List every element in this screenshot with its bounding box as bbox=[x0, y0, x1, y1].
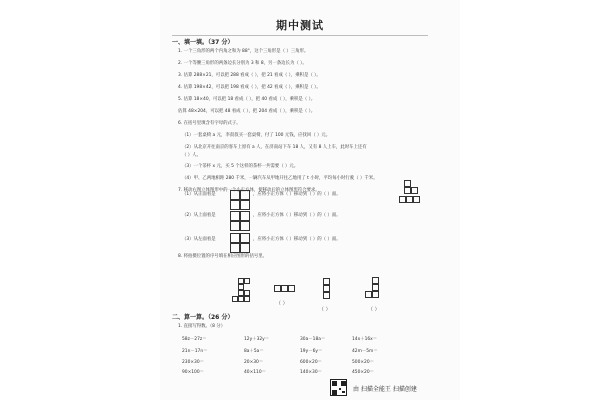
answer-paren: （ ） bbox=[368, 307, 380, 313]
move-row-label: （3）从左面看是 bbox=[182, 237, 216, 242]
calc-item: 230×30＝ bbox=[182, 360, 205, 365]
question-line: 5. 估算 18×40，可以把 18 看成（ ），把 40 看成（ ），乘积是（ ）。 bbox=[178, 97, 316, 102]
move-row-label: （1）从正面看是 bbox=[182, 192, 216, 197]
question-line: （2）从北京开往南京的客车上原有 a 人，在济南站下车 18 人，又有 8 人上车，此时车上还有 bbox=[182, 145, 367, 150]
question-line: 6. 在括号里填含有字母的式子。 bbox=[178, 121, 241, 126]
question-line: （3）一个茶杯 x 元，买 5 个这样的茶杯一共需要（ ）元。 bbox=[182, 164, 299, 169]
answer-paren: （ ） bbox=[276, 301, 288, 307]
calc-item: 19y－6y＝ bbox=[300, 349, 323, 354]
question-line: （ ）人。 bbox=[182, 153, 201, 158]
move-row-text: ，应将小正方体（ ）移动到（ ）的（ ）面。 bbox=[253, 237, 341, 242]
calc-item: 8a＋5a＝ bbox=[244, 349, 264, 354]
section-heading-1: 一、填一填。（37 分） bbox=[172, 39, 234, 46]
answer-paren: （ ） bbox=[319, 307, 331, 313]
calc-item: 450×20＝ bbox=[352, 370, 375, 375]
question-line: 1. 一个三角形的两个内角之和为 88°，这个三角形是（ ）三角形。 bbox=[178, 49, 309, 54]
question-line: 7. 移动右图立体图形中的一个小正方体，使移动后的立体图形符合要求。 bbox=[178, 188, 320, 193]
calc-item: 14x＋16x＝ bbox=[352, 337, 378, 342]
page-title: 期中测试 bbox=[276, 19, 324, 32]
calc-item: 21n－17n＝ bbox=[182, 349, 208, 354]
move-row-label: （2）从上面看是 bbox=[182, 213, 216, 218]
calc-item: 30a－18a＝ bbox=[300, 337, 326, 342]
question-line: （4）甲、乙两地相距 280 千米，一辆汽车从甲地开往乙地用了 t 小时，平均每小时行驶（ ）千米。 bbox=[182, 176, 378, 181]
calc-item: 600×20＝ bbox=[300, 360, 323, 365]
move-row-text: ，应将小正方体（ ）移动到（ ）的（ ）面。 bbox=[253, 192, 341, 197]
question-line: 1. 直接写得数。（8 分） bbox=[178, 324, 226, 329]
question-line: 2. 一个等腰三角形的两条边长分别为 3 和 8，另一条边长为（ ）。 bbox=[178, 61, 307, 66]
calc-item: 42m－5m＝ bbox=[352, 349, 378, 354]
qr-code-icon bbox=[330, 379, 347, 396]
calc-item: 140×30＝ bbox=[300, 370, 323, 375]
question-line: 估算 48×204，可以把 48 看成（ ），把 204 看成（ ），乘积是（ ）。 bbox=[178, 109, 316, 114]
question-line: （1）一套桌椅 a 元，李叔叔买一套桌椅，付了 100 元钱，应找回（ ）元。 bbox=[182, 133, 331, 138]
calc-item: 90×100＝ bbox=[182, 370, 205, 375]
section-heading-2: 二、算一算。（26 分） bbox=[172, 314, 234, 321]
question-line: 4. 估算 198×42，可以把 198 看成（ ），把 42 看成（ ），乘积是（ ）。 bbox=[178, 85, 321, 90]
question-line: 8. 将拍摄位置的序号填在相应图形的括号里。 bbox=[178, 254, 268, 259]
scanner-footer: 由 扫描全能王 扫描创建 bbox=[353, 386, 417, 393]
calc-item: 500×20＝ bbox=[352, 360, 375, 365]
divider bbox=[172, 35, 428, 36]
question-line: 3. 估算 288×21，可以把 288 看成（ ），把 21 看成（ ），乘积是（ ）。 bbox=[178, 73, 321, 78]
calc-item: 58z－27z＝ bbox=[182, 337, 207, 342]
calc-item: 20×30＝ bbox=[244, 360, 264, 365]
calc-item: 12y＋32y＝ bbox=[244, 337, 270, 342]
move-row-text: ，应将小正方体（ ）移动到（ ）的（ ）面。 bbox=[253, 213, 341, 218]
calc-item: 40×110＝ bbox=[244, 370, 267, 375]
